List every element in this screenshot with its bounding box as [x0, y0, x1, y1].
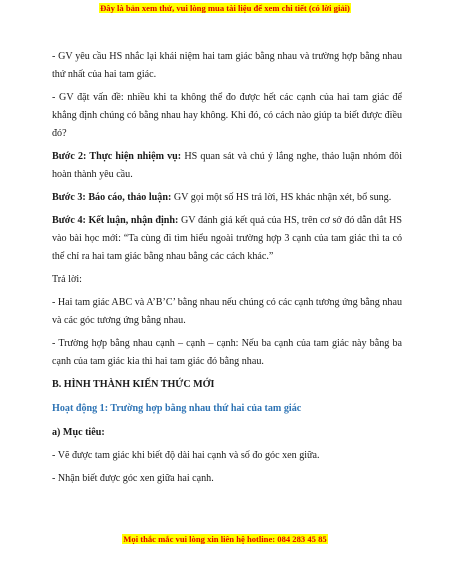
paragraph-step-3	[52, 189, 402, 207]
paragraph-step-4	[52, 212, 402, 266]
objective-item-1: - Vẽ được tam giác khi biết độ dài hai cạnh và số đo góc xen giữa.	[52, 450, 320, 461]
step-3-text: GV gọi một số HS trả lời, HS khác nhận xét, bổ sung.	[171, 192, 392, 203]
step-4-label: Bước 4: Kết luận, nhận định:	[52, 215, 179, 226]
header-banner-text: Đây là bản xem thử, vui lòng mua tài liệu để xem chi tiết (có lời giải)	[100, 3, 350, 13]
footer-banner	[0, 534, 450, 544]
step-3-label: Bước 3: Báo cáo, thảo luận:	[52, 192, 172, 203]
answer-congruent-definition: - Hai tam giác ABC và A’B’C’ bằng nhau nếu chúng có các cạnh tương ứng bằng nhau và các góc tương ứng bằng nhau.	[52, 297, 402, 326]
step-4-text: GV đánh giá kết quả của HS, trên cơ sở đó dẫn dắt HS vào bài học mới: “Ta cùng đi tìm hiểu ngoài trường hợp 3 cạnh của tam giác thì ta có thể chỉ ra hai tam giác bằng nhau bằng các cách khác.”	[52, 215, 402, 262]
paragraph-teacher-request: - GV yêu cầu HS nhắc lại khái niệm hai tam giác bằng nhau và trường hợp bằng nhau thứ nhất của hai tam giác.	[52, 51, 402, 80]
answer-sss-case: - Trường hợp bằng nhau cạnh – cạnh – cạnh: Nếu ba cạnh của tam giác này bằng ba cạnh của tam giác kia thì hai tam giác đó bằng nhau.	[52, 338, 402, 367]
step-2-label: Bước 2: Thực hiện nhiệm vụ:	[52, 151, 182, 162]
answer-label: Trả lời:	[52, 274, 82, 285]
footer-banner-text: Mọi thắc mắc vui lòng xin liên hệ hotline: 084 283 45 85	[123, 534, 327, 544]
objective-label: a) Mục tiêu:	[52, 427, 105, 438]
paragraph-problem-statement: - GV đặt vấn đề: nhiều khi ta không thể đo được hết các cạnh của hai tam giác để khẳng định chúng có bằng nhau hay không. Khi đó, có cách nào giúp ta biết được điều đó?	[52, 92, 402, 139]
document-body	[52, 48, 402, 493]
step-2-text: HS quan sát và chú ý lắng nghe, thảo luận nhóm đôi hoàn thành yêu cầu.	[52, 151, 402, 180]
objective-item-2: - Nhận biết được góc xen giữa hai cạnh.	[52, 473, 214, 484]
paragraph-step-2	[52, 148, 402, 184]
activity-1-heading: Hoạt động 1: Trường hợp bằng nhau thứ hai của tam giác	[52, 403, 302, 414]
header-banner	[0, 3, 450, 13]
section-heading-b: B. HÌNH THÀNH KIẾN THỨC MỚI	[52, 379, 215, 390]
